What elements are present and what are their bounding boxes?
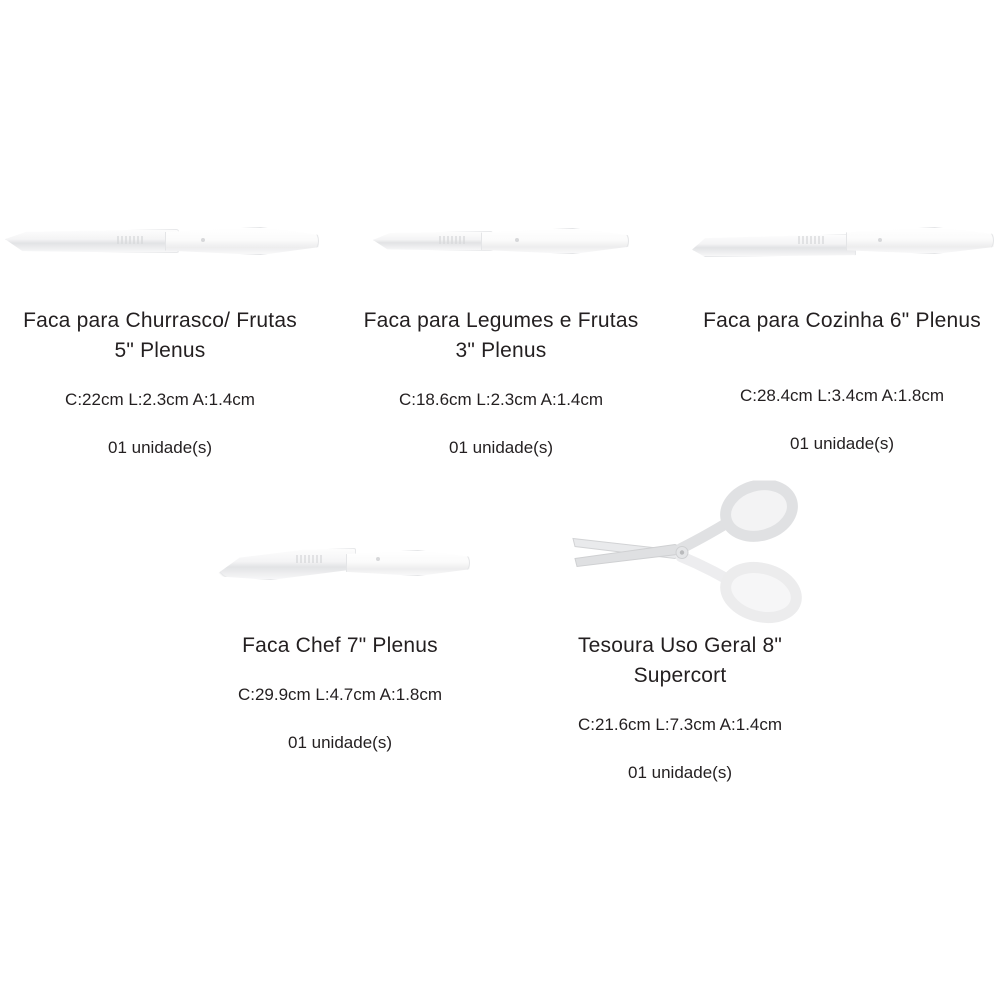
product-name — [190, 631, 490, 661]
product-quantity: 01 unidade(s) — [449, 438, 553, 457]
product-card-faca-churrasco[interactable] — [10, 180, 310, 460]
product-dimensions: C:21.6cm L:7.3cm A:1.4cm — [577, 715, 783, 734]
product-card-faca-legumes[interactable] — [355, 180, 647, 460]
product-quantity: 01 unidade(s) — [108, 438, 212, 457]
product-name-line1: Tesoura Uso Geral 8" — [577, 634, 783, 657]
product-quantity: 01 unidade(s) — [628, 763, 732, 782]
product-name-line1: Faca para Cozinha 6" Plenus — [703, 309, 981, 332]
product-name-line2: 5" Plenus — [114, 339, 206, 362]
product-name — [692, 306, 992, 336]
product-card-faca-chef[interactable] — [190, 505, 490, 755]
product-name — [355, 306, 647, 366]
product-card-tesoura[interactable] — [530, 480, 830, 785]
chef-knife-icon — [190, 505, 490, 625]
product-card-faca-cozinha[interactable] — [692, 180, 992, 456]
product-name — [530, 631, 830, 691]
product-name-line1: Faca para Legumes e Frutas — [363, 309, 639, 332]
product-name-line2: 3" Plenus — [455, 339, 547, 362]
product-dimensions: C:18.6cm L:2.3cm A:1.4cm — [398, 390, 604, 409]
product-name-line1: Faca para Churrasco/ Frutas — [23, 309, 297, 332]
knife-icon — [692, 180, 992, 300]
scissors-icon — [530, 480, 830, 625]
product-quantity: 01 unidade(s) — [790, 434, 894, 453]
product-name-line2: Supercort — [633, 664, 727, 687]
knife-icon — [10, 180, 310, 300]
product-dimensions: C:22cm L:2.3cm A:1.4cm — [65, 390, 255, 409]
product-dimensions: C:28.4cm L:3.4cm A:1.8cm — [739, 386, 945, 405]
knife-icon — [355, 180, 647, 300]
product-dimensions: C:29.9cm L:4.7cm A:1.8cm — [237, 685, 443, 704]
product-name — [10, 306, 310, 366]
product-name-line1: Faca Chef 7" Plenus — [242, 634, 438, 657]
product-quantity: 01 unidade(s) — [288, 733, 392, 752]
